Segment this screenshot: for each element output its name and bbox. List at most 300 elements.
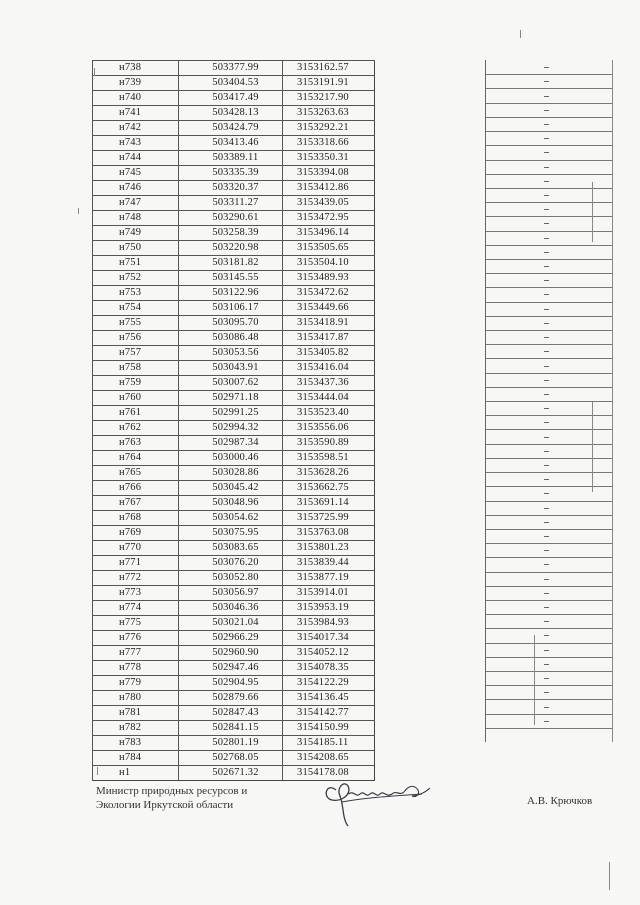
x-coordinate-cell: 503083.65 xyxy=(179,541,283,556)
table-row xyxy=(93,691,375,706)
tick-mark xyxy=(544,110,549,111)
point-id-cell: н751 xyxy=(93,256,179,271)
tick-mark xyxy=(544,550,549,551)
x-coordinate-cell: 503052.80 xyxy=(179,571,283,586)
grid-line xyxy=(486,685,612,686)
point-id-cell: н755 xyxy=(93,316,179,331)
x-coordinate-cell: 503007.62 xyxy=(179,376,283,391)
tick-mark xyxy=(544,195,549,196)
signatory-title-line2: Экологии Иркутской области xyxy=(96,799,234,811)
table-row xyxy=(93,61,375,76)
table-row xyxy=(93,301,375,316)
point-id-cell: н770 xyxy=(93,541,179,556)
y-coordinate-cell: 3153953.19 xyxy=(283,601,375,616)
tick-mark xyxy=(544,351,549,352)
x-coordinate-cell: 503258.39 xyxy=(179,226,283,241)
grid-line xyxy=(486,74,612,75)
signatory-title xyxy=(96,784,247,812)
tick-mark xyxy=(544,138,549,139)
table-row xyxy=(93,226,375,241)
point-id-cell: н748 xyxy=(93,211,179,226)
grid-line xyxy=(486,88,612,89)
tick-mark xyxy=(544,81,549,82)
x-coordinate-cell: 503335.39 xyxy=(179,166,283,181)
y-coordinate-cell: 3153318.66 xyxy=(283,136,375,151)
y-coordinate-cell: 3153292.21 xyxy=(283,121,375,136)
table-row xyxy=(93,466,375,481)
grid-line xyxy=(592,182,593,242)
tick-mark xyxy=(544,607,549,608)
tick-mark xyxy=(544,451,549,452)
grid-line xyxy=(486,202,612,203)
y-coordinate-cell: 3153437.36 xyxy=(283,376,375,391)
y-coordinate-cell: 3154122.29 xyxy=(283,676,375,691)
table-row xyxy=(93,211,375,226)
table-row xyxy=(93,661,375,676)
tick-mark xyxy=(544,337,549,338)
tick-mark xyxy=(544,692,549,693)
x-coordinate-cell: 502671.32 xyxy=(179,766,283,781)
grid-line xyxy=(486,557,612,558)
point-id-cell: н758 xyxy=(93,361,179,376)
table-row xyxy=(93,631,375,646)
point-id-cell: н763 xyxy=(93,436,179,451)
handwritten-signature-icon xyxy=(322,768,432,834)
grid-line xyxy=(486,714,612,715)
x-coordinate-cell: 502847.43 xyxy=(179,706,283,721)
table-row xyxy=(93,616,375,631)
table-row xyxy=(93,76,375,91)
point-id-cell: н765 xyxy=(93,466,179,481)
tick-mark xyxy=(544,707,549,708)
scan-mark xyxy=(520,30,521,38)
x-coordinate-cell: 502841.15 xyxy=(179,721,283,736)
grid-line xyxy=(486,614,612,615)
point-id-cell: н774 xyxy=(93,601,179,616)
tick-mark xyxy=(544,408,549,409)
tick-mark xyxy=(544,252,549,253)
point-id-cell: н753 xyxy=(93,286,179,301)
tick-mark xyxy=(544,294,549,295)
x-coordinate-cell: 503045.42 xyxy=(179,481,283,496)
y-coordinate-cell: 3154150.99 xyxy=(283,721,375,736)
x-coordinate-cell: 503122.96 xyxy=(179,286,283,301)
grid-line xyxy=(486,387,612,388)
tick-mark xyxy=(544,96,549,97)
point-id-cell: н776 xyxy=(93,631,179,646)
table-row xyxy=(93,721,375,736)
tick-mark xyxy=(544,721,549,722)
table-row xyxy=(93,121,375,136)
point-id-cell: н741 xyxy=(93,106,179,121)
grid-line xyxy=(534,635,535,725)
point-id-cell: н775 xyxy=(93,616,179,631)
table-row xyxy=(93,316,375,331)
y-coordinate-cell: 3154142.77 xyxy=(283,706,375,721)
table-row xyxy=(93,736,375,751)
tick-mark xyxy=(544,167,549,168)
y-coordinate-cell: 3153263.63 xyxy=(283,106,375,121)
point-id-cell: н1 xyxy=(93,766,179,781)
x-coordinate-cell: 503048.96 xyxy=(179,496,283,511)
grid-line xyxy=(486,316,612,317)
table-row xyxy=(93,436,375,451)
table-row xyxy=(93,376,375,391)
table-row xyxy=(93,541,375,556)
table-row xyxy=(93,676,375,691)
point-id-cell: н766 xyxy=(93,481,179,496)
grid-line xyxy=(486,401,612,402)
table-row xyxy=(93,151,375,166)
grid-line xyxy=(486,245,612,246)
y-coordinate-cell: 3153725.99 xyxy=(283,511,375,526)
scan-mark xyxy=(94,68,95,76)
tick-mark xyxy=(544,621,549,622)
point-id-cell: н778 xyxy=(93,661,179,676)
table-row xyxy=(93,646,375,661)
y-coordinate-cell: 3154136.45 xyxy=(283,691,375,706)
table-row xyxy=(93,511,375,526)
x-coordinate-cell: 503320.37 xyxy=(179,181,283,196)
y-coordinate-cell: 3154178.08 xyxy=(283,766,375,781)
tick-mark xyxy=(544,678,549,679)
y-coordinate-cell: 3153444.04 xyxy=(283,391,375,406)
y-coordinate-cell: 3153350.31 xyxy=(283,151,375,166)
scan-mark xyxy=(609,862,610,890)
table-row xyxy=(93,586,375,601)
table-row xyxy=(93,256,375,271)
point-id-cell: н764 xyxy=(93,451,179,466)
tick-mark xyxy=(544,508,549,509)
table-row xyxy=(93,136,375,151)
y-coordinate-cell: 3153439.05 xyxy=(283,196,375,211)
x-coordinate-cell: 503095.70 xyxy=(179,316,283,331)
table-row xyxy=(93,451,375,466)
x-coordinate-cell: 503106.17 xyxy=(179,301,283,316)
grid-line xyxy=(592,402,593,492)
y-coordinate-cell: 3153489.93 xyxy=(283,271,375,286)
grid-line xyxy=(486,302,612,303)
table-row xyxy=(93,346,375,361)
point-id-cell: н750 xyxy=(93,241,179,256)
x-coordinate-cell: 503086.48 xyxy=(179,331,283,346)
coordinates-table xyxy=(92,60,375,781)
grid-line xyxy=(486,287,612,288)
point-id-cell: н744 xyxy=(93,151,179,166)
tick-mark xyxy=(544,280,549,281)
grid-line xyxy=(486,586,612,587)
tick-mark xyxy=(544,309,549,310)
y-coordinate-cell: 3154078.35 xyxy=(283,661,375,676)
x-coordinate-cell: 503046.36 xyxy=(179,601,283,616)
x-coordinate-cell: 503311.27 xyxy=(179,196,283,211)
x-coordinate-cell: 502879.66 xyxy=(179,691,283,706)
table-row xyxy=(93,556,375,571)
y-coordinate-cell: 3153556.06 xyxy=(283,421,375,436)
tick-mark xyxy=(544,593,549,594)
y-coordinate-cell: 3153496.14 xyxy=(283,226,375,241)
grid-line xyxy=(486,344,612,345)
tick-mark xyxy=(544,181,549,182)
x-coordinate-cell: 503075.95 xyxy=(179,526,283,541)
table-row xyxy=(93,421,375,436)
point-id-cell: н762 xyxy=(93,421,179,436)
x-coordinate-cell: 503145.55 xyxy=(179,271,283,286)
y-coordinate-cell: 3153505.65 xyxy=(283,241,375,256)
y-coordinate-cell: 3153598.51 xyxy=(283,451,375,466)
y-coordinate-cell: 3153418.91 xyxy=(283,316,375,331)
y-coordinate-cell: 3153763.08 xyxy=(283,526,375,541)
table-row xyxy=(93,196,375,211)
y-coordinate-cell: 3153628.26 xyxy=(283,466,375,481)
y-coordinate-cell: 3154185.11 xyxy=(283,736,375,751)
grid-line xyxy=(486,216,612,217)
tick-mark xyxy=(544,522,549,523)
point-id-cell: н738 xyxy=(93,61,179,76)
table-row xyxy=(93,391,375,406)
point-id-cell: н745 xyxy=(93,166,179,181)
grid-line xyxy=(486,572,612,573)
x-coordinate-cell: 502960.90 xyxy=(179,646,283,661)
table-row xyxy=(93,331,375,346)
tick-mark xyxy=(544,124,549,125)
y-coordinate-cell: 3153416.04 xyxy=(283,361,375,376)
tick-mark xyxy=(544,564,549,565)
y-coordinate-cell: 3153877.19 xyxy=(283,571,375,586)
table-row xyxy=(93,361,375,376)
y-coordinate-cell: 3153984.93 xyxy=(283,616,375,631)
x-coordinate-cell: 502994.32 xyxy=(179,421,283,436)
y-coordinate-cell: 3153217.90 xyxy=(283,91,375,106)
tick-mark xyxy=(544,380,549,381)
table-row xyxy=(93,241,375,256)
y-coordinate-cell: 3153472.62 xyxy=(283,286,375,301)
y-coordinate-cell: 3153839.44 xyxy=(283,556,375,571)
x-coordinate-cell: 502991.25 xyxy=(179,406,283,421)
point-id-cell: н740 xyxy=(93,91,179,106)
tick-mark xyxy=(544,223,549,224)
grid-line xyxy=(486,728,612,729)
point-id-cell: н747 xyxy=(93,196,179,211)
grid-line xyxy=(486,330,612,331)
y-coordinate-cell: 3153662.75 xyxy=(283,481,375,496)
grid-line xyxy=(486,472,612,473)
tick-mark xyxy=(544,493,549,494)
point-id-cell: н784 xyxy=(93,751,179,766)
grid-line xyxy=(486,117,612,118)
table-row xyxy=(93,496,375,511)
grid-line xyxy=(486,486,612,487)
scan-mark xyxy=(97,767,98,775)
grid-line xyxy=(486,358,612,359)
point-id-cell: н760 xyxy=(93,391,179,406)
x-coordinate-cell: 503028.86 xyxy=(179,466,283,481)
tick-mark xyxy=(544,67,549,68)
table-row xyxy=(93,286,375,301)
point-id-cell: н769 xyxy=(93,526,179,541)
tick-mark xyxy=(544,437,549,438)
table-row xyxy=(93,601,375,616)
y-coordinate-cell: 3154052.12 xyxy=(283,646,375,661)
table-row xyxy=(93,751,375,766)
point-id-cell: н781 xyxy=(93,706,179,721)
grid-line xyxy=(486,188,612,189)
tick-mark xyxy=(544,635,549,636)
grid-line xyxy=(486,429,612,430)
x-coordinate-cell: 503389.11 xyxy=(179,151,283,166)
x-coordinate-cell: 503413.46 xyxy=(179,136,283,151)
grid-line xyxy=(486,231,612,232)
point-id-cell: н767 xyxy=(93,496,179,511)
x-coordinate-cell: 502947.46 xyxy=(179,661,283,676)
table-row xyxy=(93,181,375,196)
grid-line xyxy=(486,174,612,175)
grid-line xyxy=(486,529,612,530)
tick-mark xyxy=(544,238,549,239)
y-coordinate-cell: 3153590.89 xyxy=(283,436,375,451)
y-coordinate-cell: 3153405.82 xyxy=(283,346,375,361)
x-coordinate-cell: 503290.61 xyxy=(179,211,283,226)
x-coordinate-cell: 503181.82 xyxy=(179,256,283,271)
table-row xyxy=(93,91,375,106)
grid-line xyxy=(486,273,612,274)
x-coordinate-cell: 503043.91 xyxy=(179,361,283,376)
y-coordinate-cell: 3153523.40 xyxy=(283,406,375,421)
grid-line xyxy=(486,145,612,146)
grid-line xyxy=(486,699,612,700)
y-coordinate-cell: 3153191.91 xyxy=(283,76,375,91)
point-id-cell: н754 xyxy=(93,301,179,316)
table-row xyxy=(93,526,375,541)
grid-line xyxy=(486,415,612,416)
tick-mark xyxy=(544,323,549,324)
table-row xyxy=(93,406,375,421)
point-id-cell: н783 xyxy=(93,736,179,751)
point-id-cell: н743 xyxy=(93,136,179,151)
x-coordinate-cell: 503053.56 xyxy=(179,346,283,361)
y-coordinate-cell: 3153162.57 xyxy=(283,61,375,76)
point-id-cell: н759 xyxy=(93,376,179,391)
point-id-cell: н761 xyxy=(93,406,179,421)
x-coordinate-cell: 502971.18 xyxy=(179,391,283,406)
table-row xyxy=(93,571,375,586)
tick-mark xyxy=(544,536,549,537)
grid-line xyxy=(486,259,612,260)
table-row xyxy=(93,271,375,286)
grid-line xyxy=(486,131,612,132)
y-coordinate-cell: 3153417.87 xyxy=(283,331,375,346)
x-coordinate-cell: 503404.53 xyxy=(179,76,283,91)
point-id-cell: н739 xyxy=(93,76,179,91)
signatory-title-line1: Министр природных ресурсов и xyxy=(96,785,248,797)
tick-mark xyxy=(544,209,549,210)
y-coordinate-cell: 3153412.86 xyxy=(283,181,375,196)
table-row xyxy=(93,706,375,721)
x-coordinate-cell: 503021.04 xyxy=(179,616,283,631)
tick-mark xyxy=(544,422,549,423)
y-coordinate-cell: 3153449.66 xyxy=(283,301,375,316)
tick-mark xyxy=(544,579,549,580)
scan-mark xyxy=(78,208,79,214)
x-coordinate-cell: 502768.05 xyxy=(179,751,283,766)
point-id-cell: н768 xyxy=(93,511,179,526)
x-coordinate-cell: 502801.19 xyxy=(179,736,283,751)
point-id-cell: н772 xyxy=(93,571,179,586)
y-coordinate-cell: 3154208.65 xyxy=(283,751,375,766)
y-coordinate-cell: 3154017.34 xyxy=(283,631,375,646)
tick-mark xyxy=(544,650,549,651)
grid-line xyxy=(486,628,612,629)
x-coordinate-cell: 502987.34 xyxy=(179,436,283,451)
grid-line xyxy=(486,543,612,544)
x-coordinate-cell: 503428.13 xyxy=(179,106,283,121)
x-coordinate-cell: 503054.62 xyxy=(179,511,283,526)
point-id-cell: н771 xyxy=(93,556,179,571)
point-id-cell: н777 xyxy=(93,646,179,661)
tick-mark xyxy=(544,664,549,665)
grid-line xyxy=(486,600,612,601)
tick-mark xyxy=(544,152,549,153)
grid-line xyxy=(486,515,612,516)
grid-line xyxy=(486,458,612,459)
x-coordinate-cell: 503220.98 xyxy=(179,241,283,256)
point-id-cell: н757 xyxy=(93,346,179,361)
grid-line xyxy=(486,643,612,644)
point-id-cell: н746 xyxy=(93,181,179,196)
y-coordinate-cell: 3153691.14 xyxy=(283,496,375,511)
tick-mark xyxy=(544,479,549,480)
x-coordinate-cell: 503377.99 xyxy=(179,61,283,76)
grid-line xyxy=(486,103,612,104)
x-coordinate-cell: 503417.49 xyxy=(179,91,283,106)
tick-mark xyxy=(544,366,549,367)
tick-mark xyxy=(544,266,549,267)
x-coordinate-cell: 503056.97 xyxy=(179,586,283,601)
y-coordinate-cell: 3153472.95 xyxy=(283,211,375,226)
point-id-cell: н749 xyxy=(93,226,179,241)
coordinates-table-body xyxy=(93,61,375,781)
table-row xyxy=(93,106,375,121)
grid-line xyxy=(486,657,612,658)
x-coordinate-cell: 503076.20 xyxy=(179,556,283,571)
table-row xyxy=(93,166,375,181)
point-id-cell: н782 xyxy=(93,721,179,736)
signer-name: А.В. Крючков xyxy=(527,795,593,807)
point-id-cell: н773 xyxy=(93,586,179,601)
y-coordinate-cell: 3153394.08 xyxy=(283,166,375,181)
grid-line xyxy=(486,671,612,672)
x-coordinate-cell: 503424.79 xyxy=(179,121,283,136)
point-id-cell: н780 xyxy=(93,691,179,706)
right-blank-column xyxy=(485,60,613,742)
x-coordinate-cell: 502966.29 xyxy=(179,631,283,646)
y-coordinate-cell: 3153914.01 xyxy=(283,586,375,601)
point-id-cell: н756 xyxy=(93,331,179,346)
point-id-cell: н752 xyxy=(93,271,179,286)
grid-line xyxy=(486,444,612,445)
x-coordinate-cell: 503000.46 xyxy=(179,451,283,466)
y-coordinate-cell: 3153504.10 xyxy=(283,256,375,271)
point-id-cell: н742 xyxy=(93,121,179,136)
x-coordinate-cell: 502904.95 xyxy=(179,676,283,691)
point-id-cell: н779 xyxy=(93,676,179,691)
grid-line xyxy=(486,160,612,161)
y-coordinate-cell: 3153801.23 xyxy=(283,541,375,556)
grid-line xyxy=(486,501,612,502)
tick-mark xyxy=(544,394,549,395)
tick-mark xyxy=(544,465,549,466)
table-row xyxy=(93,481,375,496)
